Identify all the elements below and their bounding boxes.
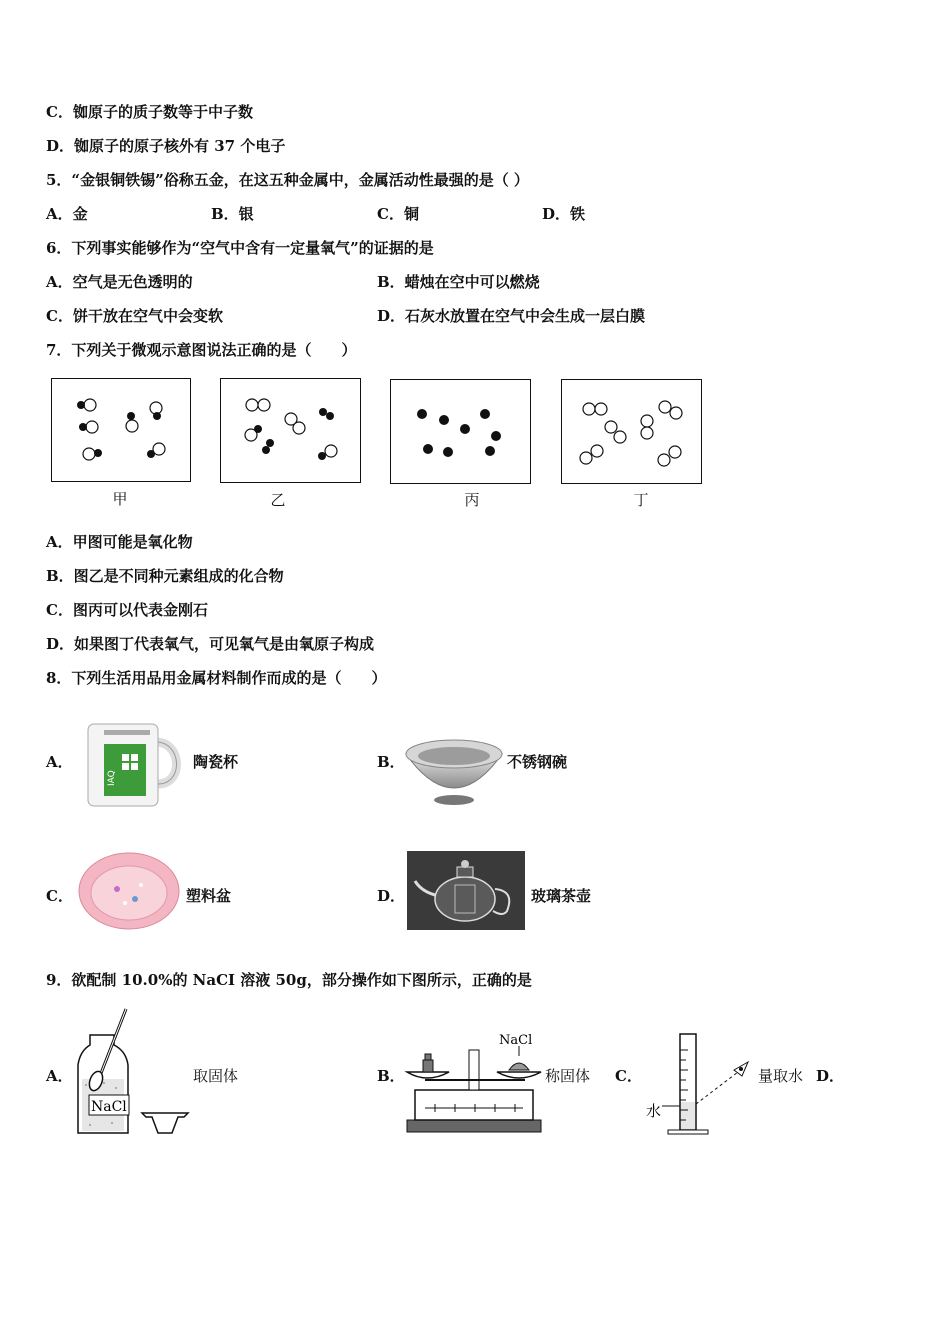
water-label: 水	[646, 1102, 662, 1120]
question-8: 8．下列生活用品用金属材料制作而成的是（ ）	[46, 669, 387, 687]
balance-diagram	[405, 1028, 545, 1138]
q9-option-b: B．	[377, 1067, 405, 1085]
q8b-label: 不锈钢碗	[507, 753, 568, 771]
q8c-label: 塑料盆	[186, 887, 232, 905]
question-7: 7．下列关于微观示意图说法正确的是（ ）	[46, 341, 357, 359]
diagram-jia	[51, 378, 191, 482]
q7-option-a: A．甲图可能是氧化物	[46, 533, 193, 551]
question-6: 6．下列事实能够作为“空气中含有一定量氧气”的证据的是	[46, 239, 434, 257]
q8-option-c: C．	[46, 887, 73, 905]
q9c-label: 量取水	[758, 1067, 804, 1085]
q7-option-b: B．图乙是不同种元素组成的化合物	[46, 567, 284, 585]
question-5: 5．“金银铜铁锡”俗称五金，在这五种金属中，金属活动性最强的是（ ）	[46, 171, 529, 189]
q9-option-d: D．	[816, 1067, 845, 1085]
molecules-yi	[221, 379, 362, 484]
caption-bing: 丙	[464, 491, 480, 509]
q6-option-b: B．蜡烛在空中可以燃烧	[377, 273, 540, 291]
option-d-rubidium: D．铷原子的原子核外有 37 个电子	[46, 137, 286, 155]
q7-option-c: C．图丙可以代表金刚石	[46, 601, 208, 619]
q9b-label: 称固体	[545, 1067, 591, 1085]
diagram-ding	[561, 379, 702, 484]
q9-option-c: C．	[615, 1067, 642, 1085]
ceramic-mug-image	[86, 720, 186, 810]
q6-option-c: C．饼干放在空气中会变软	[46, 307, 223, 325]
q5-option-b: B．银	[211, 205, 254, 223]
q8-option-a: A．	[46, 753, 73, 771]
measuring-cylinder-diagram	[642, 1030, 762, 1140]
option-c-rubidium: C．铷原子的质子数等于中子数	[46, 103, 253, 121]
q5-option-d: D．铁	[542, 205, 586, 223]
molecules-ding	[562, 380, 703, 485]
plastic-basin-image	[77, 851, 181, 931]
caption-yi: 乙	[270, 491, 286, 509]
q5-option-c: C．铜	[377, 205, 419, 223]
q8d-label: 玻璃茶壶	[531, 887, 592, 905]
nacl-balance-label: NaCl	[499, 1033, 533, 1048]
q7-option-d: D．如果图丁代表氧气，可见氧气是由氧原子构成	[46, 635, 375, 653]
q6-option-a: A．空气是无色透明的	[46, 273, 193, 291]
question-9: 9．欲配制 10.0%的 NaCI 溶液 50g，部分操作如下图所示，正确的是	[46, 971, 532, 989]
q9-option-a: A．	[46, 1067, 73, 1085]
nacl-bottle-label: NaCl	[91, 1099, 127, 1115]
molecules-jia	[52, 379, 192, 483]
glass-teapot-image	[407, 851, 525, 930]
q8-option-d: D．	[377, 887, 406, 905]
diagram-yi	[220, 378, 361, 483]
caption-ding: 丁	[633, 491, 649, 509]
reagent-bottle-diagram	[74, 1005, 194, 1140]
diagram-bing	[390, 379, 531, 484]
q5-option-a: A．金	[46, 205, 88, 223]
q8a-label: 陶瓷杯	[193, 753, 239, 771]
mug-logo-text: IAQ	[107, 770, 117, 786]
q8-option-b: B．	[377, 753, 405, 771]
steel-bowl-image	[404, 732, 504, 812]
q9a-label: 取固体	[193, 1067, 239, 1085]
caption-jia: 甲	[112, 490, 128, 508]
molecules-bing	[391, 380, 532, 485]
q6-option-d: D．石灰水放置在空气中会生成一层白膜	[377, 307, 646, 325]
